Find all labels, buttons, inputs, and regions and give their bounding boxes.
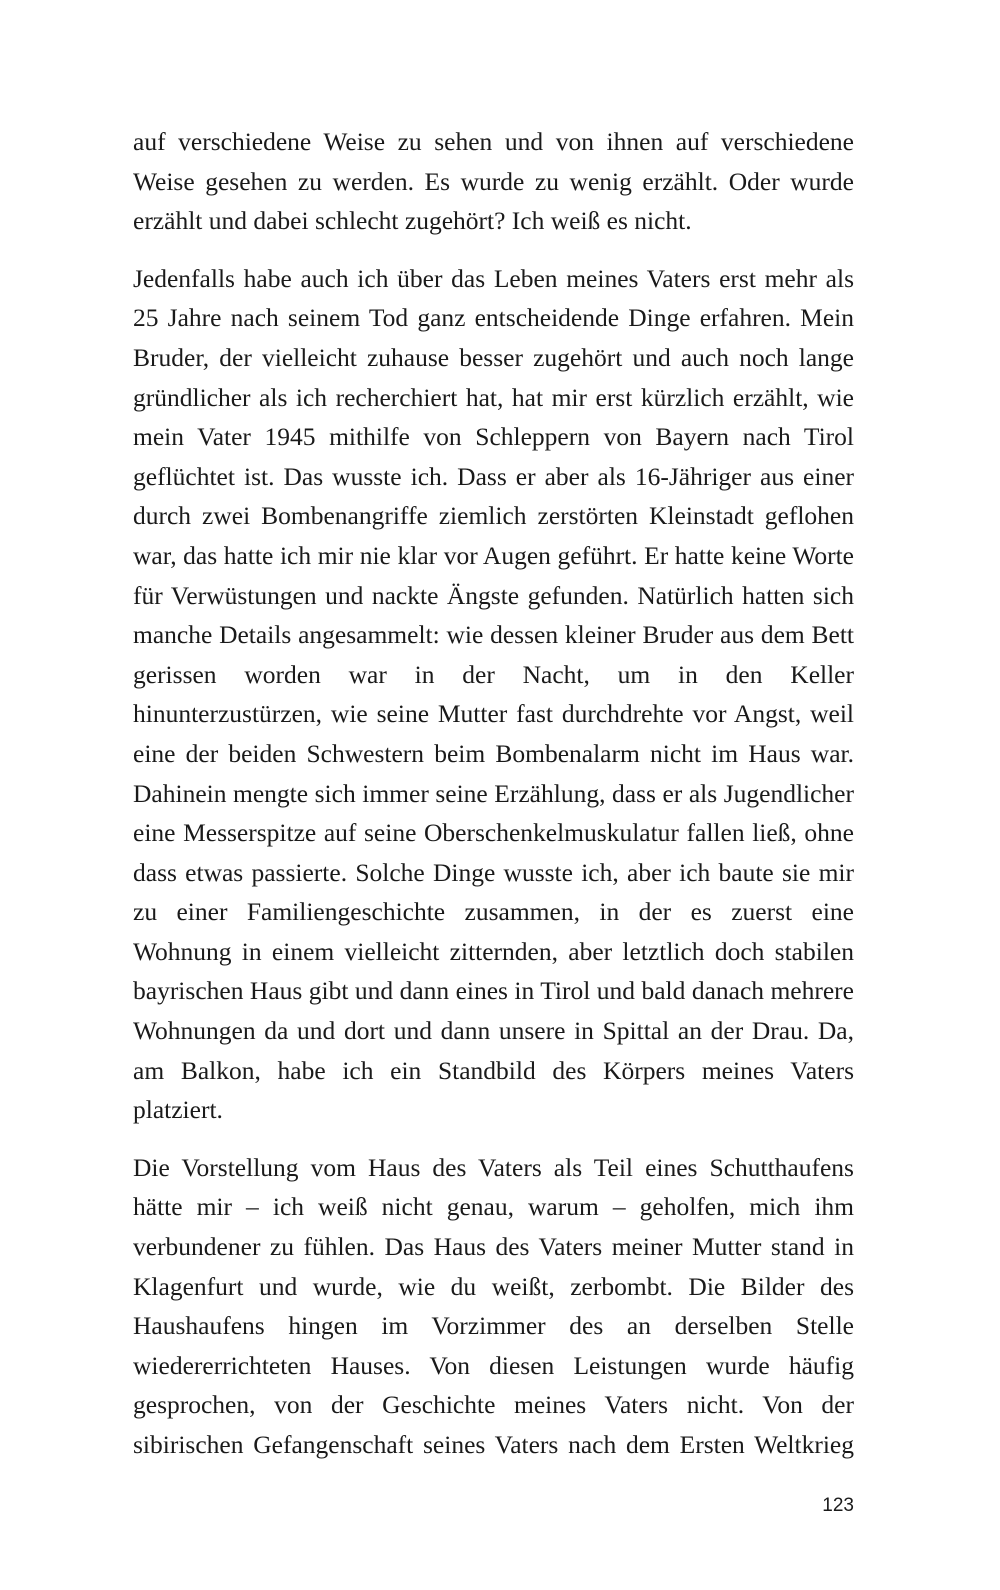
paragraph-2: Jedenfalls habe auch ich über das Leben meines Vaters erst mehr als 25 Jahre nach seinem Tod ganz entscheidende Dinge erfahren. Mein Bruder, der vielleicht zuhause besser zugehört und auch noch lange gründlicher als ich recherchiert hat, hat mir erst kürzlich erzählt, wie mein Vater 1945 mithilfe von Schleppern von Bayern nach Tirol geflüchtet ist. Das wusste ich. Dass er aber als 16-Jähriger aus einer durch zwei Bombenangriffe ziemlich zerstörten Kleinstadt geflohen war, das hatte ich mir nie klar vor Augen geführt. Er hatte keine Worte für Verwüstungen und nackte Ängste gefunden. Natürlich hatten sich manche Details angesammelt: wie dessen kleiner Bruder aus dem Bett gerissen worden war in der Nacht, um in den Keller hinunterzustürzen, wie seine Mutter fast durchdrehte vor Angst, weil eine der beiden Schwestern beim Bombenalarm nicht im Haus war. Dahinein mengte sich immer seine Erzählung, dass er als Jugendlicher eine Messerspitze auf seine Oberschenkelmuskulatur fallen ließ, ohne dass etwas passierte. Solche Dinge wusste ich, aber ich baute sie mir zu einer Familiengeschichte zusammen, in der es zuerst eine Wohnung in einem vielleicht zitternden, aber letztlich doch stabilen bayrischen Haus gibt und dann eines in Tirol und bald danach mehrere Wohnungen da und dort und dann unsere in Spittal an der Drau. Da, am Balkon, habe ich ein Standbild des Körpers meines Vaters platziert. — [133, 263, 854, 1125]
paragraph-3: Die Vorstellung vom Haus des Vaters als Teil eines Schutthaufens hätte mir – ich weiß nicht genau, warum – geholfen, mich ihm verbundener zu fühlen. Das Haus des Vaters meiner Mutter stand in Klagenfurt und wurde, wie du weißt, zerbombt. Die Bilder des Haushaufens hingen im Vorzimmer des an derselben Stelle wiedererrichteten Hauses. Von diesen Leistungen wurde häufig gesprochen, von der Geschichte meines Vaters nicht. Von der sibirischen Gefangenschaft seines Vaters nach dem Ersten Weltkrieg — [133, 1152, 854, 1459]
page-body — [133, 122, 854, 1465]
page-number: 123 — [822, 1495, 854, 1516]
paragraph-1: auf verschiedene Weise zu sehen und von ihnen auf verschiedene Weise gesehen zu werden. Es wurde zu wenig erzählt. Oder wurde erzählt und dabei schlecht zugehört? Ich weiß es nicht. — [133, 127, 854, 236]
